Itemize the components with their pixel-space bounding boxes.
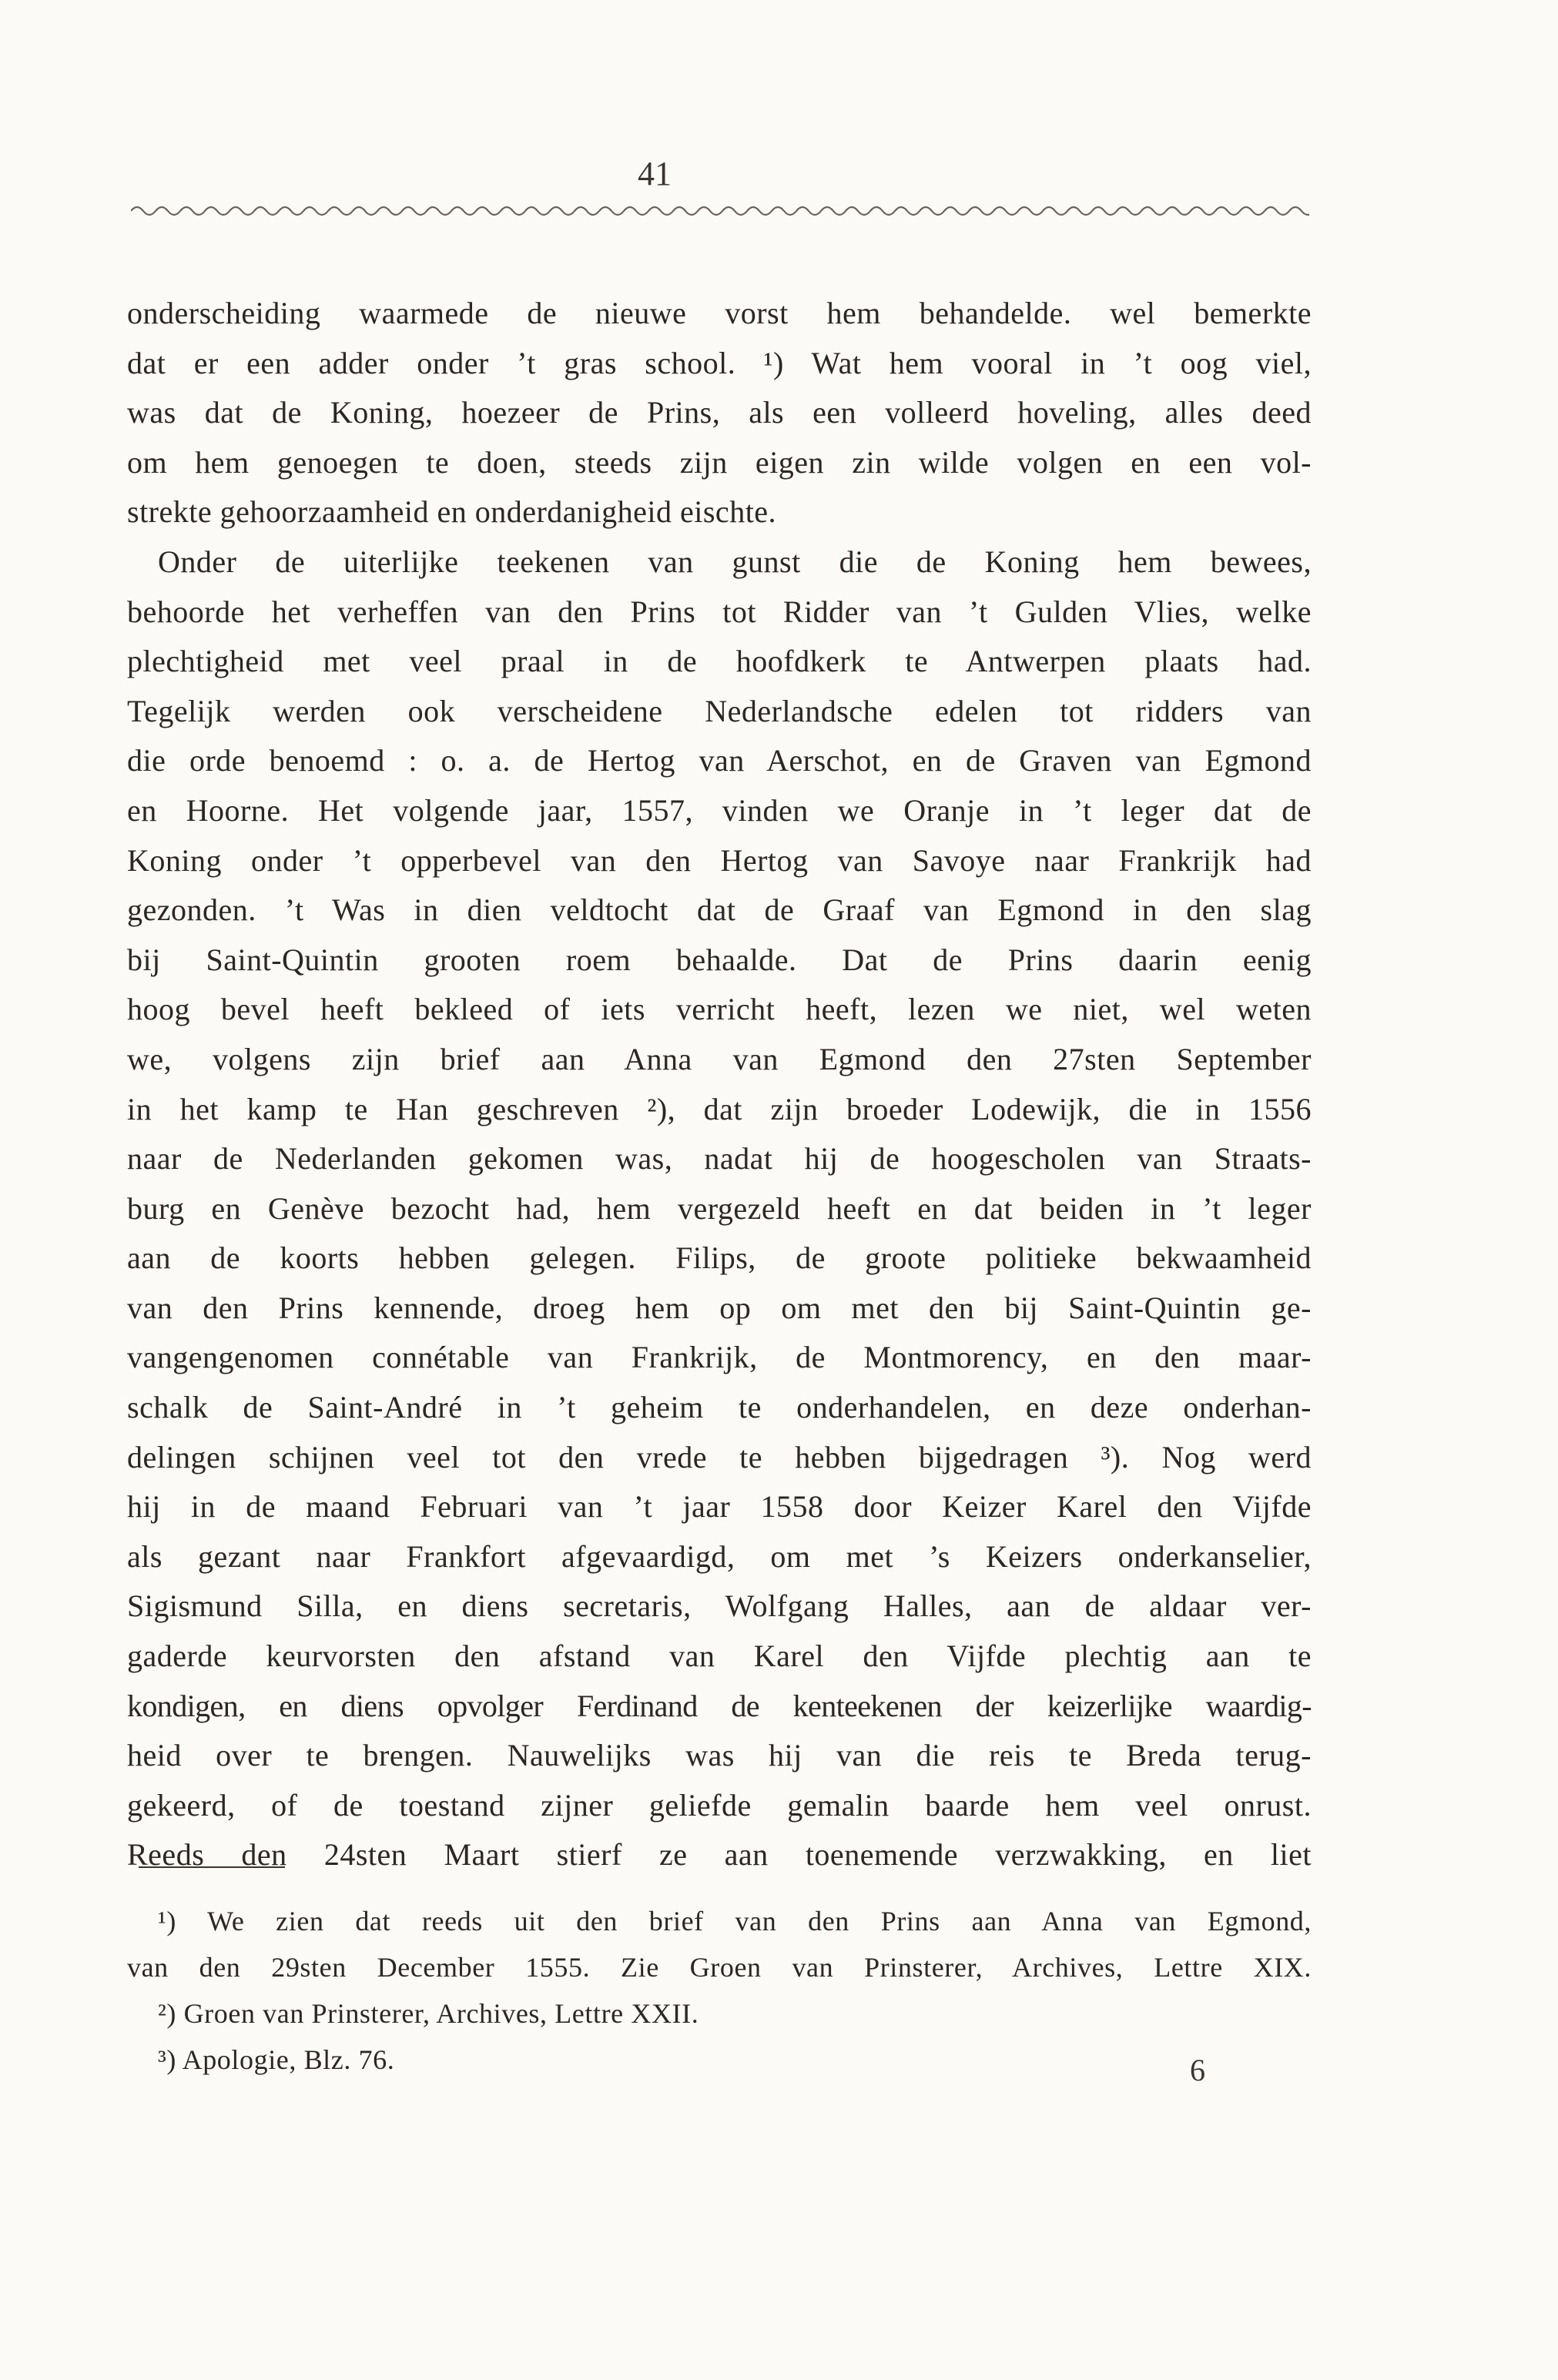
wavy-rule-ornament — [131, 199, 1309, 223]
body-line: als gezant naar Frankfort afgevaardigd, om met ’s Keizers onderkanselier, — [127, 1538, 1312, 1574]
body-line: strekte gehoorzaamheid en onderdanigheid eischte. — [127, 494, 777, 530]
body-line: we, volgens zijn brief aan Anna van Egmond den 27sten September — [127, 1041, 1312, 1076]
body-line: naar de Nederlanden gekomen was, nadat hij de hoogescholen van Straats- — [127, 1141, 1312, 1177]
signature-mark: 6 — [1190, 2053, 1205, 2087]
body-line: onderscheiding waarmede de nieuwe vorst hem behandelde. wel bemerkte — [127, 296, 1312, 330]
footnote-line: van den 29sten December 1555. Zie Groen van Prinsterer, Archives, Lettre XIX. — [127, 1952, 1312, 1983]
footnote-line: ¹) We zien dat reeds uit den brief van den Prins aan Anna van Egmond, — [158, 1906, 1312, 1936]
body-line: vangengenomen connétable van Frankrijk, de Montmorency, en den maar- — [127, 1340, 1312, 1375]
body-line: in het kamp te Han geschreven ²), dat zijn broeder Lodewijk, die in 1556 — [127, 1091, 1312, 1126]
body-line: schalk de Saint-André in ’t geheim te onderhandelen, en deze onderhan- — [127, 1390, 1312, 1425]
body-line: gaderde keurvorsten den afstand van Karel den Vijfde plechtig aan te — [127, 1639, 1312, 1674]
body-line: kondigen, en diens opvolger Ferdinand de kenteekenen der keizerlijke waardig- — [127, 1688, 1312, 1723]
body-line: en Hoorne. Het volgende jaar, 1557, vinden we Oranje in ’t leger dat de — [127, 792, 1312, 828]
footnote-line: ³) Apologie, Blz. 76. — [158, 2044, 395, 2075]
body-line: hij in de maand Februari van ’t jaar 1558 door Keizer Karel den Vijfde — [127, 1489, 1312, 1525]
body-line: die orde benoemd : o. a. de Hertog van Aerschot, en de Graven van Egmond — [127, 743, 1312, 778]
page-number: 41 — [638, 155, 672, 192]
body-line: van den Prins kennende, droeg hem op om met den bij Saint-Quintin ge- — [127, 1290, 1312, 1325]
body-line: Koning onder ’t opperbevel van den Hertog van Savoye naar Frankrijk had — [127, 842, 1312, 878]
body-line: was dat de Koning, hoezeer de Prins, als een volleerd hoveling, alles deed — [127, 395, 1312, 430]
footnote-line: ²) Groen van Prinsterer, Archives, Lettre XXII. — [158, 1998, 699, 2029]
body-line: aan de koorts hebben gelegen. Filips, de groote politieke bekwaamheid — [127, 1240, 1312, 1276]
body-line: Sigismund Silla, en diens secretaris, Wolfgang Halles, aan de aldaar ver- — [127, 1588, 1312, 1624]
footnotes — [127, 1898, 1312, 2083]
body-line: behoorde het verheffen van den Prins tot Ridder van ’t Gulden Vlies, welke — [127, 594, 1312, 629]
body-line: Reeds den 24sten Maart stierf ze aan toenemende verzwakking, en liet — [127, 1837, 1312, 1873]
body-line: hoog bevel heeft bekleed of iets verricht heeft, lezen we niet, wel weten — [127, 992, 1312, 1027]
body-line: delingen schijnen veel tot den vrede te hebben bijgedragen ³). Nog werd — [127, 1439, 1312, 1475]
body-line: Onder de uiterlijke teekenen van gunst die de Koning hem bewees, — [158, 544, 1312, 579]
body-line: gezonden. ’t Was in dien veldtocht dat de Graaf van Egmond in den slag — [127, 892, 1312, 928]
body-line: heid over te brengen. Nauwelijks was hij van die reis te Breda terug- — [127, 1738, 1312, 1773]
body-line: bij Saint-Quintin grooten roem behaalde. Dat de Prins daarin eenig — [127, 942, 1312, 977]
body-line: burg en Genève bezocht had, hem vergezeld heeft en dat beiden in ’t leger — [127, 1190, 1312, 1226]
body-line: om hem genoegen te doen, steeds zijn eigen zin wilde volgen en een vol- — [127, 444, 1312, 480]
body-line: Tegelijk werden ook verscheidene Nederlandsche edelen tot ridders van — [127, 693, 1312, 728]
body-text — [127, 289, 1312, 1880]
footnote-divider — [139, 1866, 285, 1868]
body-line: plechtigheid met veel praal in de hoofdkerk te Antwerpen plaats had. — [127, 644, 1312, 679]
body-line: gekeerd, of de toestand zijner geliefde gemalin baarde hem veel onrust. — [127, 1787, 1312, 1823]
body-line: dat er een adder onder ’t gras school. ¹) Wat hem vooral in ’t oog viel, — [127, 345, 1312, 380]
